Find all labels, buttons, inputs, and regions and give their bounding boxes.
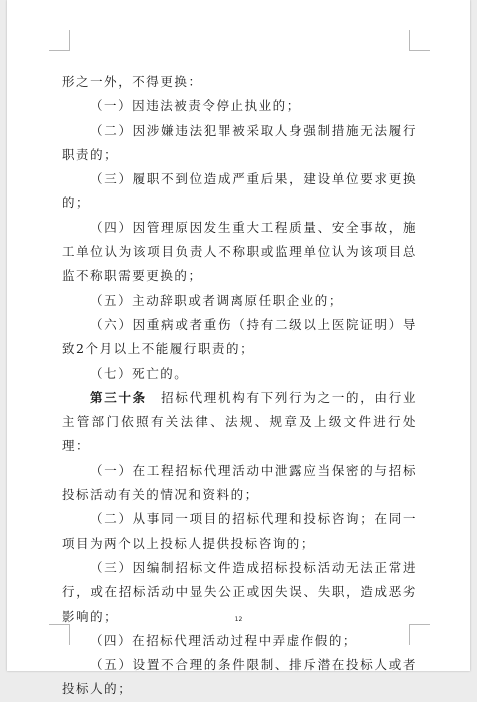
- document-body: [62, 70, 417, 702]
- list-item: （四）因管理原因发生重大工程质量、安全事故，施工单位认为该项目负责人不称职或监理单位认为该项目总监不称职需要更换的；: [62, 219, 417, 284]
- list-item: （二）从事同一项目的招标代理和投标咨询；在同一项目为两个以上投标人提供投标咨询的；: [62, 511, 417, 551]
- list-item: （四）在招标代理活动过程中弄虚作假的；: [90, 632, 357, 648]
- list-item: （七）死亡的。: [90, 365, 189, 381]
- list-item: （一）在工程招标代理活动中泄露应当保密的与招标投标活动有关的情况和资料的；: [62, 462, 417, 503]
- list-item: （三）因编制招标文件造成招标投标活动无法正常进行，或在招标活动中显失公正或因失误、失职，造成恶劣影响的；: [62, 559, 417, 624]
- page-number: 12: [234, 616, 243, 623]
- list-item: （一）因违法被责令停止执业的；: [90, 98, 301, 114]
- list-item: （五）设置不合理的条件限制、排斥潜在投标人或者投标人的；: [62, 657, 417, 697]
- list-item: （二）因涉嫌违法犯罪被采取人身强制措施无法履行职责的；: [62, 122, 417, 162]
- crop-mark-top-right: [409, 30, 430, 51]
- list-item: （五）主动辞职或者调离原任职企业的；: [90, 292, 343, 308]
- list-item: （六）因重病或者重伤（持有二级以上医院证明）导致2个月以上不能履行职责的；: [62, 316, 417, 357]
- paragraph-continuation: 形之一外，不得更换：: [62, 74, 203, 89]
- list-item: （三）履职不到位造成严重后果，建设单位要求更换的；: [62, 171, 417, 211]
- article-paragraph: 第三十条 招标代理机构有下列行为之一的，由行业主管部门依照有关法律、法规、规章及上级文件进行处理：: [62, 389, 418, 454]
- article-title: 第三十条: [90, 389, 147, 405]
- document-page: [7, 0, 470, 697]
- crop-mark-top-left: [49, 30, 70, 51]
